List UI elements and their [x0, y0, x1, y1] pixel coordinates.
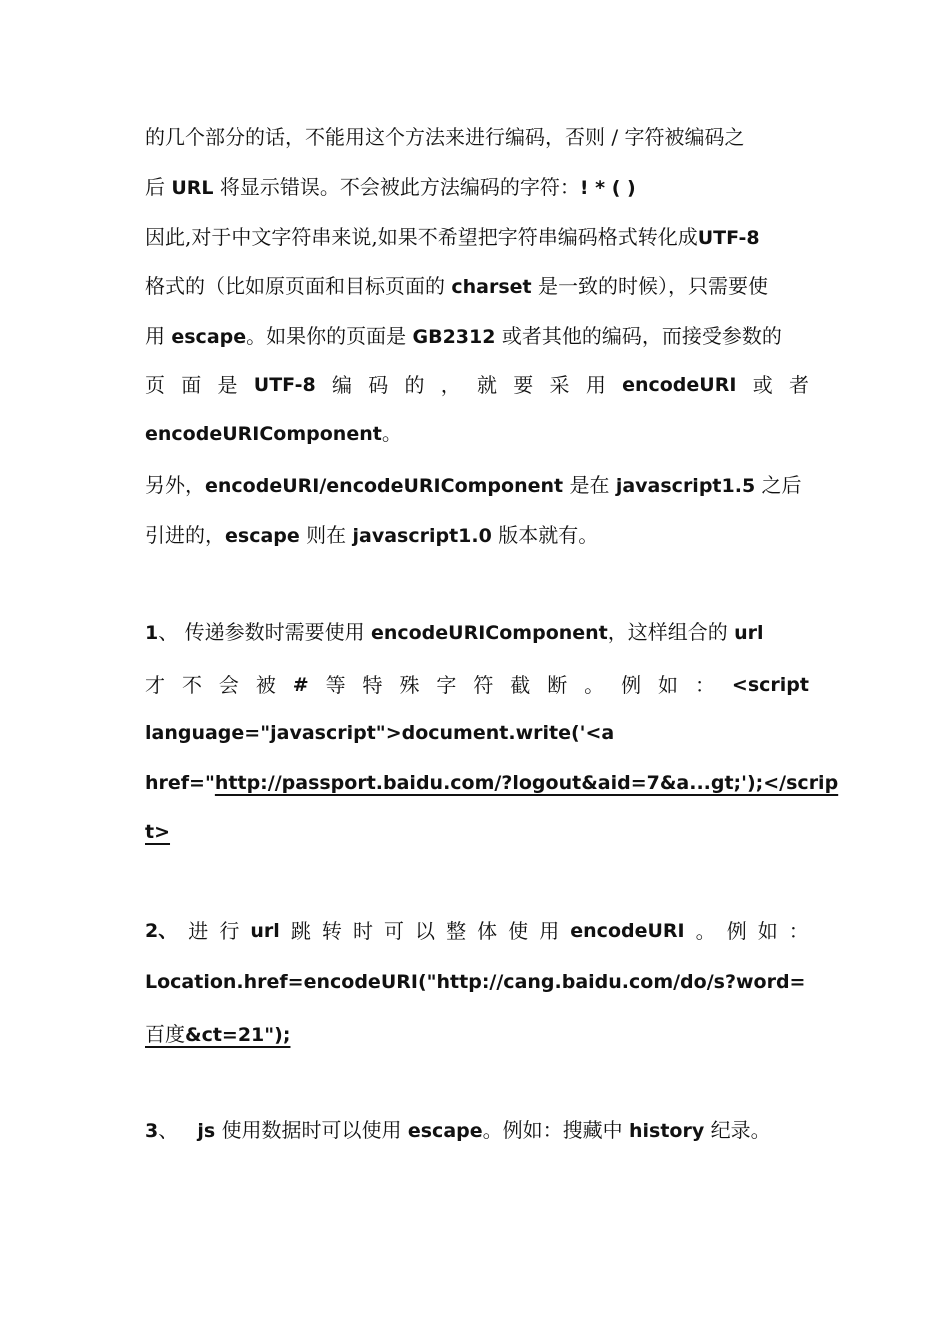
text: encodeURIComponent [145, 423, 382, 445]
text: 断 [547, 673, 568, 697]
text: GB2312 [412, 326, 496, 348]
text: 面 [181, 373, 202, 397]
text: 。 [584, 673, 605, 697]
p2-line3 [145, 321, 809, 352]
text: 可 [383, 919, 404, 943]
p3-line1 [145, 470, 809, 501]
item2-line2 [145, 966, 809, 997]
text: 如 [757, 919, 778, 943]
text: 不 [181, 673, 202, 697]
hyperlink[interactable]: http://passport.baidu.com/?logout&aid=7&a...gt;');</scrip [214, 772, 839, 794]
p3-line2 [145, 520, 809, 551]
text: 特 [362, 673, 383, 697]
list-number: 1 [145, 622, 159, 644]
item1-line3 [145, 717, 809, 748]
p2-line4 [145, 370, 809, 400]
text: 或者其他的编码，而接受参数的 [501, 324, 782, 348]
text: 版本就有。 [498, 523, 599, 547]
text: 例 [726, 919, 747, 943]
text: 。 [381, 421, 402, 445]
text: 被 [255, 673, 276, 697]
text: 转 [321, 919, 342, 943]
list-number: 2、 [145, 920, 178, 942]
text: escape [407, 1120, 483, 1142]
text: 符 [473, 673, 494, 697]
text: 页 [145, 373, 165, 397]
text: 。例如：搜藏中 [482, 1118, 623, 1142]
text: ： [694, 673, 715, 697]
text: 、 [158, 1118, 179, 1142]
text: 引进的， [145, 523, 225, 547]
text: js [197, 1120, 216, 1142]
text: <script [731, 674, 809, 696]
list-number: 3 [145, 1120, 159, 1142]
p2-line2 [145, 271, 809, 302]
text: ， [440, 373, 461, 397]
text: 的 [404, 373, 425, 397]
text: ! * ( ) [579, 177, 636, 199]
text: 使用数据时可以使用 [221, 1118, 402, 1142]
text: 是 [217, 373, 238, 397]
text: UTF-8 [697, 227, 760, 249]
text: encodeURI/encodeURIComponent [205, 475, 564, 497]
item1-line4 [145, 767, 839, 798]
text: 使 [508, 919, 529, 943]
text: 就 [477, 373, 498, 397]
item3-line1 [145, 1115, 809, 1146]
text: history [629, 1120, 705, 1142]
item1-line5 [145, 816, 809, 847]
text: encodeURI [570, 920, 685, 942]
item1-line2 [145, 670, 809, 700]
p1-line1 [145, 122, 809, 152]
text: 以 [415, 919, 436, 943]
text: charset [451, 276, 532, 298]
text: 行 [219, 919, 240, 943]
p2-line1 [145, 222, 809, 253]
text: 之后 [761, 473, 802, 497]
text: 殊 [399, 673, 420, 697]
text: 纪录。 [710, 1118, 771, 1142]
text: 会 [218, 673, 239, 697]
code-text: href=" [145, 772, 215, 794]
item1-line1 [145, 617, 809, 648]
text: UTF-8 [253, 374, 316, 396]
text: 另外， [145, 473, 205, 497]
text: 将显示错误。不会被此方法编码的字符： [219, 175, 580, 199]
text: 要 [513, 373, 534, 397]
text: escape [171, 326, 247, 348]
text: URL [171, 177, 214, 199]
text: 例 [621, 673, 642, 697]
text: 是一致的时候），只需要使 [537, 274, 768, 298]
text: 跳 [290, 919, 311, 943]
hyperlink-text[interactable]: &ct=21"); [185, 1024, 291, 1046]
text: 格式的（比如原页面和目标页面的 [145, 274, 445, 298]
text: 体 [477, 919, 498, 943]
text: ： [788, 919, 809, 943]
text: 。 [695, 919, 716, 943]
text: # [292, 674, 309, 696]
code-text: language="javascript">document.write('<a [145, 722, 615, 744]
p2-line5 [145, 418, 809, 449]
text: 整 [446, 919, 467, 943]
text: 用 [585, 373, 606, 397]
p1-line2 [145, 172, 809, 203]
text: 用 [145, 324, 165, 348]
text: javascript1.0 [352, 525, 492, 547]
text: url [734, 622, 764, 644]
text: 进 [188, 919, 209, 943]
text: 时 [352, 919, 373, 943]
text: 等 [325, 673, 346, 697]
text: escape [225, 525, 300, 547]
hyperlink-text[interactable]: 百度 [145, 1022, 185, 1046]
hyperlink-continued[interactable]: t> [145, 821, 171, 843]
text: 编 [331, 373, 352, 397]
text: 是在 [569, 473, 610, 497]
item2-line1 [145, 916, 809, 946]
item2-line3 [145, 1019, 809, 1050]
text: 截 [510, 673, 531, 697]
text: 或 [752, 373, 773, 397]
text: encodeURI [622, 374, 737, 396]
text: 后 [145, 175, 165, 199]
text: 者 [788, 373, 809, 397]
text: javascript1.5 [615, 475, 756, 497]
text: 码 [368, 373, 389, 397]
text: 的几个部分的话，不能用这个方法来进行编码，否则 / 字符被编码之 [145, 125, 745, 149]
text: 才 [145, 673, 165, 697]
text: url [250, 920, 280, 942]
text: ，这样组合的 [607, 620, 728, 644]
text: 因此,对于中文字符串来说,如果不希望把字符串编码格式转化成 [145, 225, 698, 249]
text: 用 [539, 919, 560, 943]
text: encodeURIComponent [370, 622, 608, 644]
text: 采 [549, 373, 570, 397]
text: 则在 [306, 523, 347, 547]
code-text: Location.href=encodeURI("http://cang.baidu.com/do/s?word= [145, 971, 806, 993]
text: 、 传递参数时需要使用 [158, 620, 365, 644]
text: 。如果你的页面是 [246, 324, 407, 348]
text: 如 [658, 673, 679, 697]
text: 字 [436, 673, 457, 697]
